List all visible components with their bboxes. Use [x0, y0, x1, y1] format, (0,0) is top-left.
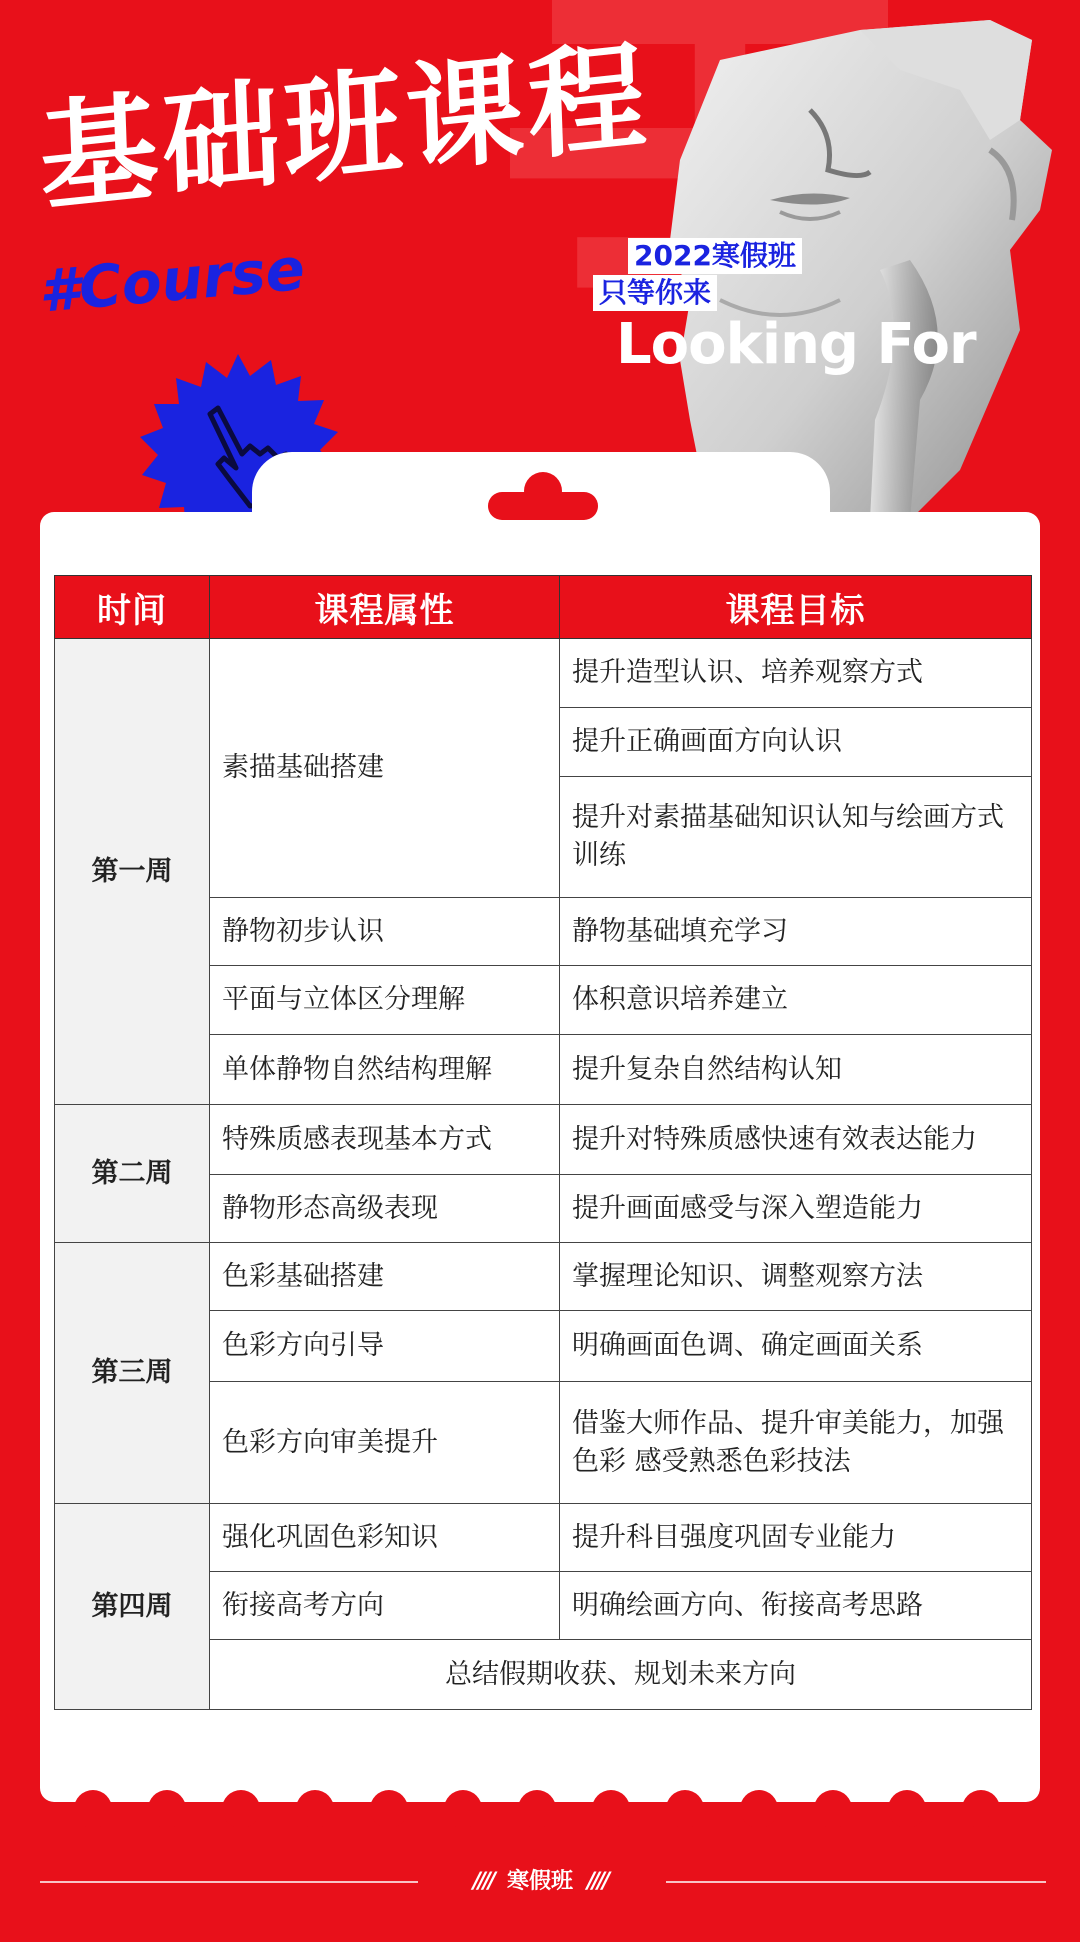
scallop: [814, 1790, 852, 1828]
goal-cell: 掌握理论知识、调整观察方法: [560, 1243, 1032, 1311]
page-title: 基础班课程: [37, 26, 653, 228]
table-row: [55, 639, 1032, 708]
scallop: [962, 1790, 1000, 1828]
looking-for-text: Looking For: [616, 312, 976, 377]
goal-cell: 静物基础填充学习: [560, 898, 1032, 966]
goal-cell: 明确画面色调、确定画面关系: [560, 1311, 1032, 1382]
attribute-cell: 强化巩固色彩知识: [210, 1504, 560, 1572]
scallop: [888, 1790, 926, 1828]
goal-cell: 提升画面感受与深入塑造能力: [560, 1175, 1032, 1243]
goal-cell: 提升造型认识、培养观察方式: [560, 639, 1032, 708]
goal-cell: 提升科目强度巩固专业能力: [560, 1504, 1032, 1572]
footer: [0, 1862, 1080, 1902]
attribute-cell: 色彩方向审美提升: [210, 1382, 560, 1504]
scallop: [74, 1790, 112, 1828]
table-header-row: [55, 576, 1032, 639]
attribute-cell: 静物形态高级表现: [210, 1175, 560, 1243]
footer-label-group: [0, 1862, 1080, 1902]
slash-decoration-icon: ////: [472, 1869, 493, 1894]
table-row: [55, 1243, 1032, 1311]
attribute-cell: 特殊质感表现基本方式: [210, 1105, 560, 1175]
goal-cell: 体积意识培养建立: [560, 966, 1032, 1035]
goal-cell: 提升对素描基础知识认知与绘画方式训练: [560, 777, 1032, 898]
scallop: [222, 1790, 260, 1828]
scalloped-edge: [40, 1790, 1040, 1816]
scallop: [296, 1790, 334, 1828]
goal-cell: 明确绘画方向、衔接高考思路: [560, 1572, 1032, 1640]
week-2-label: 第二周: [55, 1105, 210, 1243]
header-time: 时间: [55, 576, 210, 639]
scallop: [740, 1790, 778, 1828]
scallop: [370, 1790, 408, 1828]
goal-cell: 提升复杂自然结构认知: [560, 1035, 1032, 1105]
slash-decoration-icon: ////: [587, 1869, 608, 1894]
week-4-label: 第四周: [55, 1504, 210, 1710]
scallop: [444, 1790, 482, 1828]
scallop: [592, 1790, 630, 1828]
waiting-tag: 只等你来: [593, 275, 717, 311]
goal-cell: 借鉴大师作品、提升审美能力，加强色彩 感受熟悉色彩技法: [560, 1382, 1032, 1504]
attribute-cell: 静物初步认识: [210, 898, 560, 966]
summary-cell: 总结假期收获、规划未来方向: [210, 1640, 1032, 1710]
goal-cell: 提升对特殊质感快速有效表达能力: [560, 1105, 1032, 1175]
attribute-cell: 色彩方向引导: [210, 1311, 560, 1382]
attribute-cell: 色彩基础搭建: [210, 1243, 560, 1311]
attribute-cell: 平面与立体区分理解: [210, 966, 560, 1035]
goal-cell: 提升正确画面方向认识: [560, 708, 1032, 777]
week-3-label: 第三周: [55, 1243, 210, 1504]
tab-pill-decoration: [488, 492, 598, 520]
attribute-cell: 素描基础搭建: [210, 639, 560, 898]
course-hashtag: #Course: [36, 234, 308, 326]
footer-label: 寒假班: [506, 1869, 573, 1894]
table-row: [55, 1504, 1032, 1572]
scallop: [666, 1790, 704, 1828]
header-course-goal: 课程目标: [560, 576, 1032, 639]
scallop: [148, 1790, 186, 1828]
week-1-label: 第一周: [55, 639, 210, 1105]
header-course-attribute: 课程属性: [210, 576, 560, 639]
course-schedule-table: [54, 575, 1032, 1710]
attribute-cell: 衔接高考方向: [210, 1572, 560, 1640]
attribute-cell: 单体静物自然结构理解: [210, 1035, 560, 1105]
table-row: [55, 1105, 1032, 1175]
winter-class-tag: 2022寒假班: [628, 238, 802, 274]
scallop: [518, 1790, 556, 1828]
